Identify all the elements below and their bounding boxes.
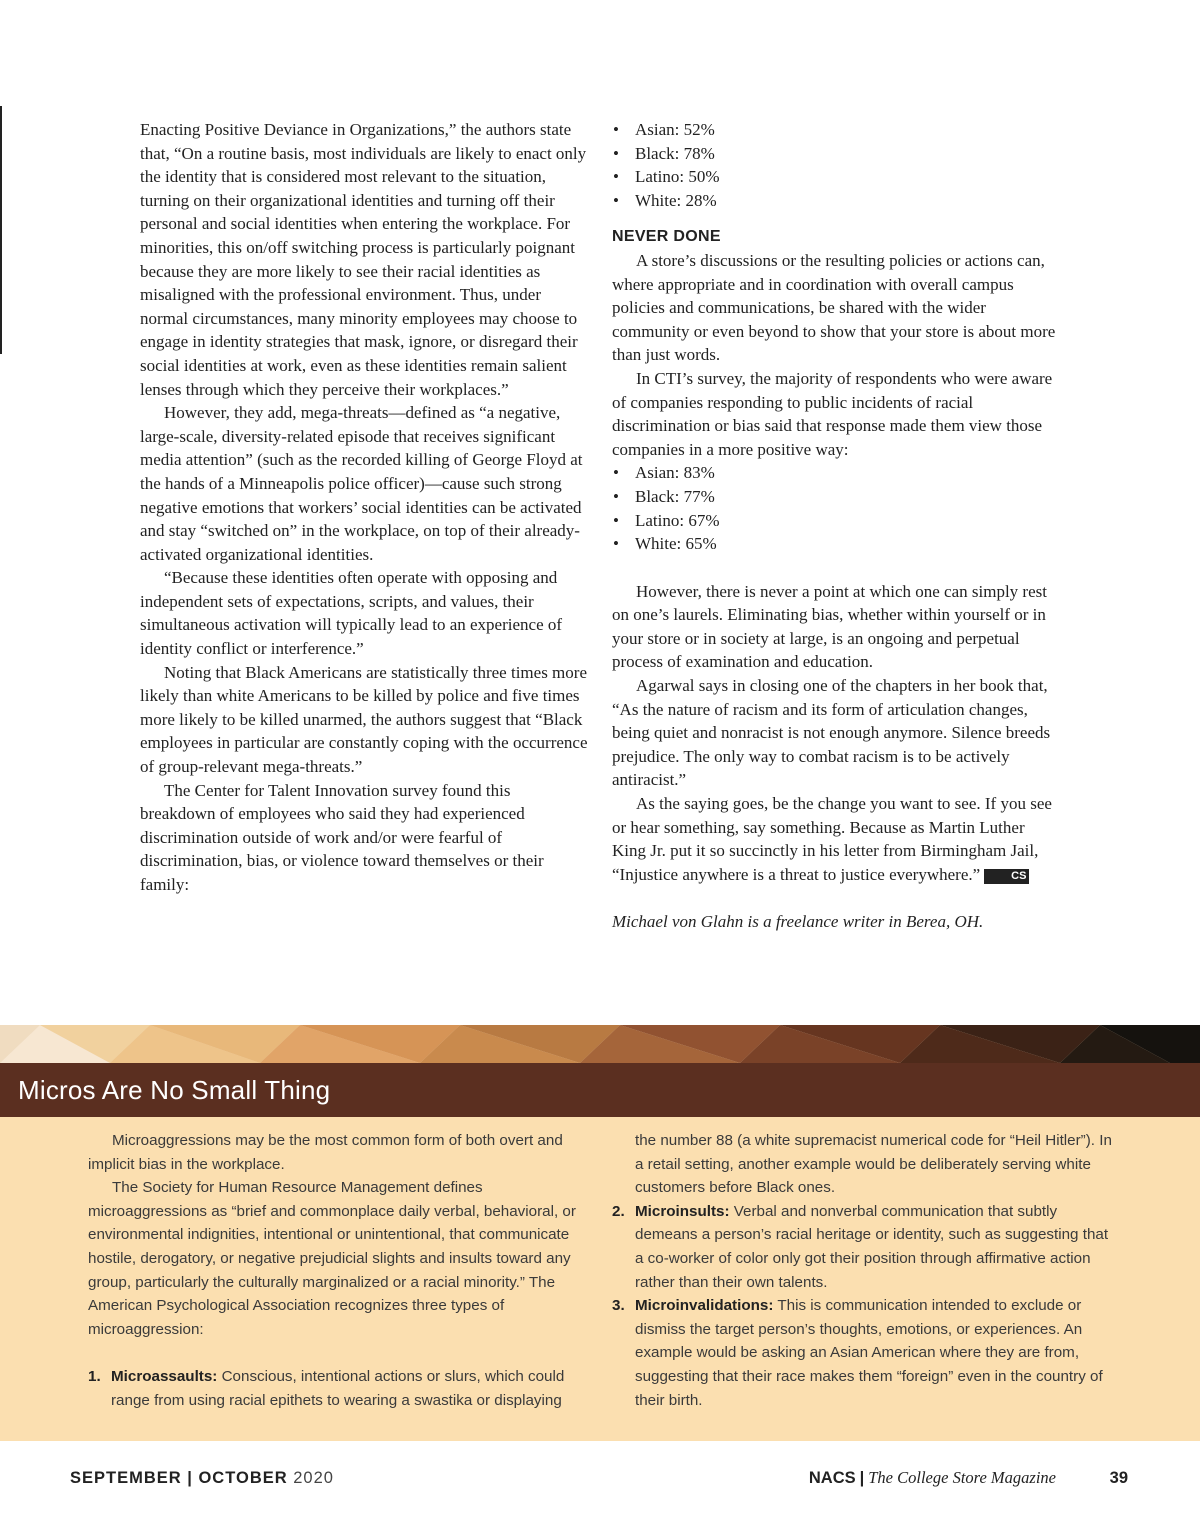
article-paragraph: However, they add, mega-threats—defined as “a negative, large-scale, diversity-related episode that receives significant media attention” (such as the recorded killing of George Floyd at the hands of a Minneapolis police officer)—cause such strong negative emotions that workers’ social identities can be activated and stay “switched on” in the workplace, on top of their already-activated organizational identities. [140,403,583,564]
article-left-column [140,118,590,897]
list-item: • Latino: 50% [612,165,1062,189]
sidebar-left-column [88,1129,588,1413]
article-paragraph: Noting that Black Americans are statistically three times more likely than white Americans to be killed by police and five times more likely to be killed unarmed, the authors suggest that “Black employees in particular are constantly coping with the occurrence of group-relevant mega-threats.” [140,662,588,777]
closing-paragraph [612,792,1062,886]
list-number: 3. [612,1297,625,1315]
article-right-column [612,118,1062,934]
survey-list-discrimination [612,118,1062,212]
list-item: • Asian: 83% [612,461,1062,485]
article-paragraph: In CTI’s survey, the majority of respondents who were aware of companies responding to public incidents of racial discrimination or bias said that response made them view those companies in a more positive way: [612,368,1053,459]
survey-list-response [612,461,1062,555]
list-item: • Latino: 67% [612,509,1062,533]
list-item: • Asian: 52% [612,118,1062,142]
list-item [612,1200,1117,1294]
publisher-brand: NACS [808,1469,856,1487]
list-item: • White: 28% [612,189,1062,213]
sidebar-paragraph: The Society for Human Resource Management defines microaggressions as “brief and commonplace daily verbal, behavioral, or environmental indignities, intentional or unintentional, that communicate hostile, derogatory, or negative prejudicial slights and insults toward any group, particularly the culturally marginalized or a racial minority.” The American Psychological Association recognizes three types of microaggression: [88,1179,576,1338]
list-term: Microassaults: [111,1368,218,1386]
microaggression-types-list [88,1365,588,1412]
author-byline: Michael von Glahn is a freelance writer in Berea, OH. [612,912,984,932]
list-term: Microinsults: [635,1202,730,1220]
sidebar-title: Micros Are No Small Thing [18,1075,331,1105]
decorative-triangle-banner [0,1025,1200,1063]
list-item: • Black: 78% [612,142,1062,166]
article-paragraph: “Because these identities often operate with opposing and independent sets of expectations, scripts, and values, their simultaneous activation will typically lead to an experience of identity conflict or interference.” [140,568,563,659]
magazine-title: The College Store Magazine [868,1468,1056,1487]
sidebar-body [0,1117,1200,1441]
article-paragraph: Enacting Positive Deviance in Organizations,” the authors state that, “On a routine basis, most individuals are likely to enact only the identity that is considered most relevant to the situation, turning on their organizational identities and turning off their personal and social identities when entering the workplace. For minorities, this on/off switching process is particularly poignant because they are more likely to see their racial identities as misaligned with the professional environment. Thus, under normal circumstances, many minority employees may choose to engage in identity strategies that mask, ignore, or disregard their social identities at work, even as these identities remain salient lenses through which they perceive their workplaces.” [140,120,587,399]
list-item: • White: 65% [612,532,1062,556]
list-term: Microinvalidations: [635,1297,774,1315]
list-item-continued: the number 88 (a white supremacist numerical code for “Heil Hitler”). In a retail setting, another example would be deliberately serving white customers before Black ones. [635,1132,1112,1197]
microaggression-types-list-continued [612,1200,1117,1412]
article-paragraph: However, there is never a point at which one can simply rest on one’s laurels. Eliminating bias, whether within yourself or in your store or in society at large, is an ongoing and perpetual process of examination and education. [612,581,1047,672]
issue-year: 2020 [287,1469,334,1487]
list-text: Conscious, intentional actions or slurs, which could range from using racial epithets to wearing a swastika or displaying [111,1368,565,1409]
list-item: • Black: 77% [612,485,1062,509]
sidebar-right-column [612,1129,1117,1412]
list-text: Verbal and nonverbal communication that subtly demeans a person’s racial heritage or identity, such as suggesting that a co-worker of color only got their position through affirmative action rather than their own talents. [635,1202,1109,1291]
article-paragraph: A store’s discussions or the resulting policies or actions can, where appropriate and in coordination with overall campus policies and communications, be shared with the wider community or even beyond to show that your store is about more than just words. [612,250,1056,365]
publication-name [809,1466,1056,1490]
section-heading: NEVER DONE [612,228,721,246]
article-paragraph: Agarwal says in closing one of the chapters in her book that, “As the nature of racism and its form of articulation changes, being quiet and nonracist is not enough anymore. Silence breeds prejudice. The only way to combat racism is to be actively antiracist.” [612,676,1051,790]
sidebar-paragraph: Microaggressions may be the most common form of both overt and implicit bias in the workplace. [88,1132,563,1173]
margin-rule [0,106,2,354]
closing-text: As the saying goes, be the change you want to see. If you see or hear something, say something. Because as Martin Luther King Jr. put it so succinctly in his letter from Birmingham Jail, “Injustice anywhere is a threat to justice everywhere.” [612,794,1052,884]
article-paragraph: The Center for Talent Innovation survey found this breakdown of employees who said they had experienced discrimination outside of work and/or were fearful of discrimination, bias, or violence toward themselves or their family: [140,780,544,894]
sidebar-header [0,1063,1200,1117]
issue-date [70,1466,334,1490]
list-item [88,1365,588,1412]
list-text: This is communication intended to exclude or dismiss the target person’s thoughts, emotions, or experiences. An example would be asking an Asian American where they are from, suggesting that their race makes them “foreign” even in the country of their birth. [635,1297,1103,1409]
issue-month: SEPTEMBER | OCTOBER [70,1469,288,1487]
end-mark-icon: CS [984,869,1029,884]
list-item [612,1294,1117,1412]
footer-separator: | [859,1469,865,1487]
page-footer [0,1466,1200,1490]
list-number: 2. [612,1202,625,1220]
page-number: 39 [1109,1469,1128,1487]
list-number: 1. [88,1368,101,1386]
